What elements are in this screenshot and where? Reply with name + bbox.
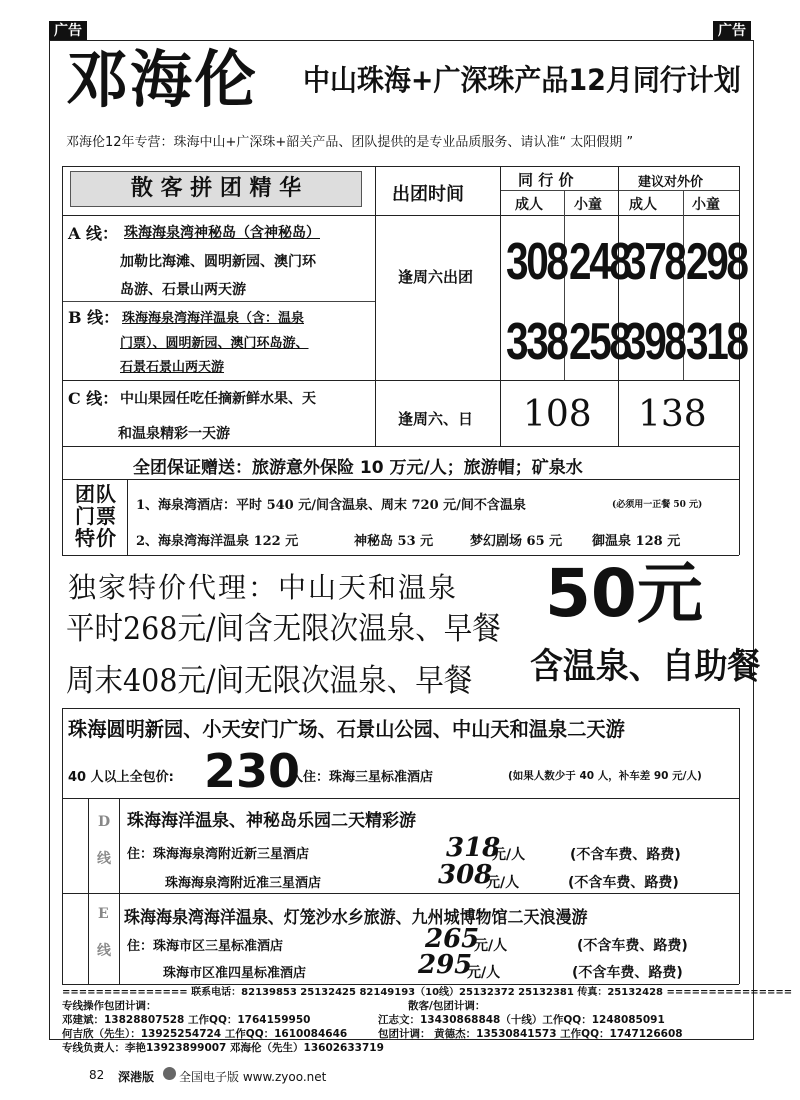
col-suggest-price: 建议对外价 — [638, 175, 704, 190]
d-line-price-1: 318 — [446, 833, 501, 863]
a-price-child-peer: 248 — [569, 233, 630, 291]
contact-left-2: 何吉欣（先生）：13925254724 工作QQ：1610084646 — [62, 1028, 348, 1040]
team-ticket-label-1: 团队 — [75, 482, 117, 506]
b-price-child-suggest: 318 — [686, 313, 747, 371]
e-line-note-1: (不含车费、路费) — [577, 938, 688, 954]
team-ticket-label-3: 特价 — [75, 526, 117, 550]
ab-departure: 逢周六出团 — [398, 268, 474, 286]
team-ticket-item-1: 1、海泉湾酒店：平时 540 元/间含温泉、周末 720 元/间不含温泉 — [136, 498, 526, 513]
two-day-prefix: 40 人以上全包价: — [68, 770, 174, 785]
team-ticket-label-2: 门票 — [75, 504, 117, 528]
d-line-title: 珠海海洋温泉、神秘岛乐园二天精彩游 — [127, 811, 416, 831]
team-ticket-item-1-note: (必须用一正餐 50 元) — [612, 500, 703, 510]
line-a-text-3: 岛游、石景山两天游 — [120, 282, 246, 298]
sub-child-suggest: 小童 — [692, 197, 720, 213]
c-price-suggest: 138 — [638, 394, 707, 435]
contact-right-title: 散客/包团计调： — [408, 1000, 486, 1012]
e-line-title: 珠海海泉湾海洋温泉、灯笼沙水乡旅游、九州城博物馆二天浪漫游 — [124, 908, 588, 928]
e-line-unit-1: 元/人 — [474, 938, 508, 954]
contact-left-3: 专线负责人：李艳13923899007 邓海伦（先生）13602633719 — [62, 1042, 384, 1054]
e-line-hotel-1: 住：珠海市区三星标准酒店 — [127, 939, 284, 954]
line-c-text-2: 和温泉精彩一天游 — [118, 426, 230, 442]
team-ticket-item-2b: 神秘岛 53 元 — [354, 534, 434, 549]
d-line-label-2: 线 — [97, 851, 111, 867]
d-line-note-1: (不含车费、路费) — [570, 847, 681, 863]
a-price-child-suggest: 298 — [686, 233, 747, 291]
team-ticket-item-2d: 御温泉 128 元 — [592, 534, 681, 549]
two-day-price: 230 — [204, 744, 301, 798]
site-link[interactable]: 全国电子版 www.zyoo.net — [179, 1070, 327, 1084]
col-depart: 出团时间 — [392, 184, 464, 205]
line-b-text-3: 石景石景山两天游 — [120, 360, 225, 375]
d-line-note-2: (不含车费、路费) — [568, 875, 679, 891]
c-departure: 逢周六、日 — [398, 410, 474, 428]
col-peer-price: 同 行 价 — [518, 171, 574, 189]
phone-line: =============== 联系电话：82139853 25132425 82149193（10线）25132372 25132381 传真：25132428 =============== — [62, 987, 793, 998]
d-line-hotel-1: 住：珠海海泉湾附近新三星酒店 — [127, 847, 310, 862]
e-line-hotel-2: 珠海市区准四星标准酒店 — [163, 966, 307, 981]
headline: 中山珠海+广深珠产品12月同行计划 — [303, 63, 741, 97]
intro-text: 邓海伦12年专营：珠海中山+广深珠+韶关产品、团队提供的是专业品质服务、请认准“ 太阳假期 ” — [66, 135, 634, 150]
d-line-unit-1: 元/人 — [492, 847, 526, 863]
e-line-price-1: 265 — [425, 924, 480, 954]
team-ticket-label — [66, 483, 126, 549]
two-day-title: 珠海圆明新园、小天安门广场、石景山公园、中山天和温泉二天游 — [68, 717, 625, 741]
guarantee-gift: 全团保证赠送：旅游意外保险 10 万元/人；旅游帽；矿泉水 — [133, 458, 583, 478]
line-c-text-1: 中山果园任吃任摘新鲜水果、天 — [120, 391, 316, 407]
line-a-label: A 线： — [68, 224, 118, 243]
two-day-hotel: 入住：珠海三星标准酒店 — [290, 770, 434, 785]
contact-left-1: 邓建斌：13828807528 工作QQ：1764159950 — [62, 1014, 311, 1026]
contact-right-1: 江志文：13430868848（十线）工作QQ：1248085091 — [378, 1014, 665, 1026]
edition-label: 深港版 — [118, 1070, 155, 1084]
brand-name: 邓海伦 — [66, 43, 259, 116]
section-title: 散 客 拼 团 精 华 — [70, 171, 362, 207]
d-line-label-1: D — [98, 814, 111, 830]
e-line-label-1: E — [98, 906, 109, 922]
b-price-adult-suggest: 398 — [624, 313, 685, 371]
line-a-text-2: 加勒比海滩、圆明新园、澳门环 — [120, 254, 316, 270]
contact-left-title: 专线操作包团计调： — [62, 1000, 157, 1012]
line-c-label: C 线： — [68, 389, 119, 408]
b-price-child-peer: 258 — [569, 313, 630, 371]
promo-weekend: 周末408元/间无限次温泉、早餐 — [66, 663, 473, 699]
e-line-unit-2: 元/人 — [467, 965, 501, 981]
d-line-price-2: 308 — [438, 860, 493, 890]
promo-weekday: 平时268元/间含无限次温泉、早餐 — [66, 611, 501, 647]
two-day-note: (如果人数少于 40 人，补车差 90 元/人) — [508, 770, 702, 782]
sub-child-peer: 小童 — [574, 197, 602, 213]
sub-adult-peer: 成人 — [515, 197, 543, 213]
page-number: 82 — [89, 1068, 105, 1082]
promo-big-sub: 含温泉、自助餐 — [530, 647, 761, 687]
line-b-label: B 线： — [68, 308, 120, 327]
a-price-adult-suggest: 378 — [624, 233, 685, 291]
team-ticket-item-2a: 2、海泉湾海洋温泉 122 元 — [136, 534, 299, 549]
b-price-adult-peer: 338 — [506, 313, 567, 371]
contact-right-2: 包团计调： 黄德杰：13530841573 工作QQ：1747126608 — [378, 1028, 683, 1040]
d-line-hotel-2: 珠海海泉湾附近准三星酒店 — [165, 876, 322, 891]
team-ticket-item-2c: 梦幻剧场 65 元 — [470, 534, 563, 549]
line-b-text-2: 门票）、圆明新园、澳门环岛游、 — [120, 336, 309, 351]
promo-big-price: 50元 — [545, 555, 703, 632]
line-a-text-1: 珠海海泉湾神秘岛（含神秘岛） — [124, 225, 320, 241]
d-line-unit-2: 元/人 — [486, 875, 520, 891]
c-price-peer: 108 — [523, 394, 592, 435]
sub-adult-suggest: 成人 — [629, 197, 657, 213]
e-line-label-2: 线 — [97, 943, 111, 959]
e-line-price-2: 295 — [418, 950, 473, 980]
promo-title: 独家特价代理：中山天和温泉 — [68, 571, 459, 604]
logo-icon — [163, 1067, 176, 1080]
a-price-adult-peer: 308 — [506, 233, 567, 291]
ad-tag-left: 广告 — [49, 21, 87, 41]
line-b-text-1: 珠海海泉湾海洋温泉（含：温泉 — [122, 311, 305, 326]
e-line-note-2: (不含车费、路费) — [572, 965, 683, 981]
ad-tag-right: 广告 — [713, 21, 751, 41]
